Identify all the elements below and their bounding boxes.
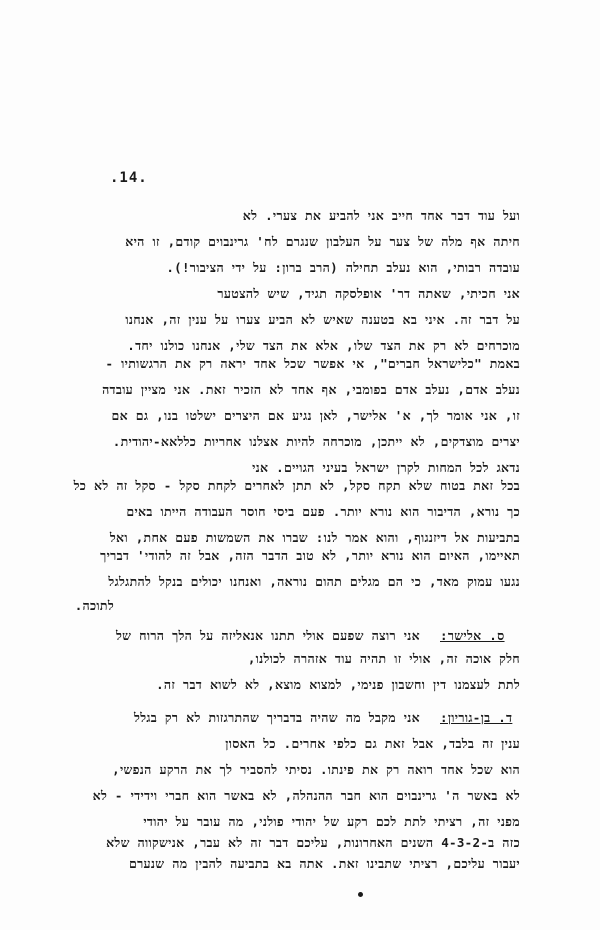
text-line: חיתה אף מלה של צער על העלבון שנגרם לח' גרינבוים קודם, זו היא <box>125 234 520 249</box>
text-line: חלק אוכה זה, אולי זו תהיה עוד אזהרה לכולנו, <box>247 651 520 666</box>
text-line: הוא שכל אחד רואה רק את פינתו. נסיתי להסביר לך את הרקע הנפשי, <box>112 762 520 777</box>
speaker-label: ד. בן-גוריון: <box>440 710 513 725</box>
text-line: כך נורא, הדיבור הוא נורא יותר. פעם ביסי חוסר העבודה הייתו באים <box>126 504 520 519</box>
text-line: באמת "כלישראל חברים", אי אפשר שכל אחד יראה רק את הרגשותיו - <box>105 356 520 371</box>
text-line: עובדה רבותי, הוא נעלב תחילה (הרב ברון: על ידי הציבור!). <box>166 260 520 275</box>
text-line: לא באשר ה' גרינבוים הוא חבר ההנהלה, לא באשר הוא חברי וידידי - לא <box>92 788 520 803</box>
text-line: יעבור עליכם, רציתי שתבינו זאת. אתה בא בתביעה להבין מה שנערם <box>128 856 520 871</box>
text-line: מפני זה, רציתי לתת לכם רקע של יהודי פולני, מה עובר על יהודי <box>143 814 520 829</box>
page-number: .14. <box>110 170 148 186</box>
text-line: בכל זאת בטוח שלא תקח סקל, לא תתן לאחרים לקחת סקל - סקל זה לא כל <box>73 478 520 493</box>
speaker-label: ס. אלישר: <box>440 628 505 643</box>
text-line: כזה ב-4-3-2 השנים האחרונות, עליכם דבר זה לא עבר, אנישקווה שלא <box>106 835 520 850</box>
text-line: אני רוצה שפעם אולי תתנו אנאליזה על הלך הרוח של <box>116 628 420 643</box>
text-line: תאיימו, האיום הוא נורא יותר, לא טוב הדבר הזה, אבל זה להודי' דבריך <box>100 548 520 563</box>
text-line: מוכרחים לא רק את הצד שלו, אלא את הצד שלי, אנחנו כולנו יחד. <box>127 338 520 353</box>
text-line: לתוכה. <box>74 598 114 613</box>
text-line: זו, אני אומר לך, א' אלישר, לאן נגיע אם היצרים ישלטו בנו, גם אם <box>111 408 520 423</box>
ink-dot <box>358 892 363 897</box>
text-line: ועל עוד דבר אחד חייב אני להביע את צערי. לא <box>242 208 520 223</box>
text-line: אני חכיתי, שאתה דר' אופלסקה תגיד, שיש להצטער <box>217 286 520 301</box>
text-line: לתת לעצמנו דין וחשבון פנימי, למצוא מוצא, לא לשוא דבר זה. <box>156 677 520 692</box>
text-line: אני מקבל מה שהיה בדבריך שהתרגזות לא רק בגלל <box>134 710 420 725</box>
text-line: על דבר זה. איני בא בטענה שאיש לא הביע צערו על ענין זה, אנחנו <box>125 312 520 327</box>
text-line: ענין זה בלבד, אבל זאת גם כלפי אחרים. כל האסון <box>225 736 520 751</box>
text-line: נגעו עמוק מאד, כי הם מגלים תהום נוראה, ואנחנו יכולים בנקל להתגלגל <box>108 574 520 589</box>
text-line: יצרים מוצדקים, לא ייתכן, מוכרחה להיות אצלנו אחריות כללאא-יהודית. <box>112 434 520 449</box>
text-line: נעלב אדם, נעלב אדם בפומבי, אף אחד לא הזכיר זאת. אני מציין עובדה <box>102 382 520 397</box>
text-line: בתביעות אל דיזנגוף, והוא אמר לנו: שברו את השמשות פעם אחת, ואל <box>109 530 520 545</box>
text-line: נדאג לכל המחות לקרן ישראל בעיני הגויים. אני <box>252 460 520 475</box>
